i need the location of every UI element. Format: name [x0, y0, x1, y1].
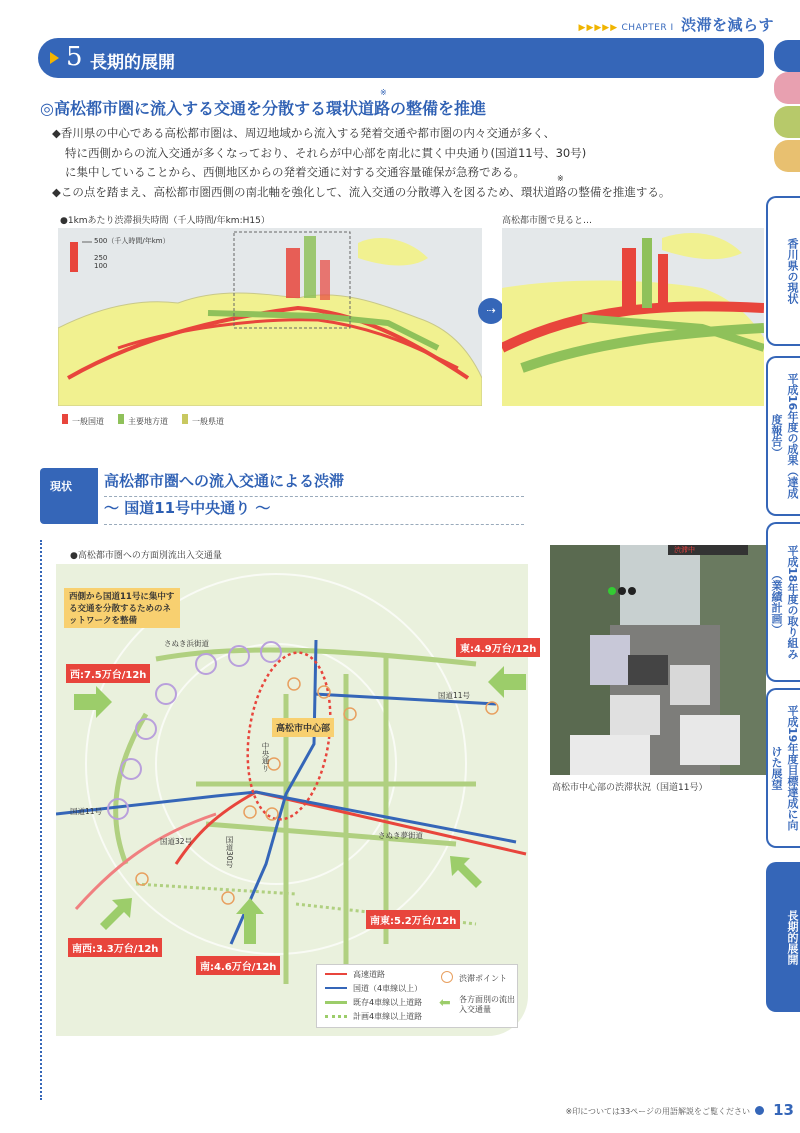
legend-prefectural-main: 主要地方道: [118, 414, 168, 427]
legend-expressway-line: [325, 973, 347, 975]
section-bar: [38, 38, 764, 78]
footer-note: ※印については33ページの用語解説をご覧ください: [565, 1107, 750, 1116]
body-p1b: 特に西側からの流入交通が多くなっており、それらが中心部を南北に貫く中央通り(国道11号、30号): [65, 145, 587, 160]
road-r11-east: 国道11号: [438, 691, 471, 700]
tab-kagawa-status[interactable]: 香川県の現状: [766, 196, 800, 346]
page-dot-icon: [755, 1106, 764, 1115]
heading-note-mark: ※: [380, 88, 387, 97]
legend-red-icon: [62, 414, 68, 424]
road-chuo: 中央通り: [261, 742, 270, 772]
chapter-arrows-icon: ▶▶▶▶▶: [578, 23, 619, 33]
legend-national-road: 国道（4車線以上）: [353, 984, 423, 993]
legend-planned-line: [325, 1015, 347, 1018]
page-number: 13: [773, 1101, 794, 1119]
map1-caption: ●1kmあたり渋滞損失時間（千人時間/年km:H15）: [60, 216, 270, 226]
section-triangle-icon: [50, 52, 59, 64]
genjo-rule-2: [104, 524, 524, 525]
map1-main: [58, 228, 482, 406]
side-dot-yellow: [774, 140, 800, 172]
legend-expressway: 高速道路: [353, 970, 385, 979]
legend-yellow-icon: [182, 414, 188, 424]
flow-southwest: 南西:3.3万台/12h: [68, 938, 162, 957]
map1-zoom-caption: 高松都市圏で見ると…: [502, 216, 593, 226]
map2-callout: 西側から国道11号に集中する交通を分散するためのネットワークを整備: [64, 588, 180, 628]
body-p2: ◆この点を踏まえ、高松都市圏西側の南北軸を強化して、流入交通の分散導入を図るため、環状道路の整備を推進する。: [52, 184, 671, 199]
side-dot-green: [774, 106, 800, 138]
legend-national-line: [325, 987, 347, 989]
flow-south: 南:4.6万台/12h: [196, 956, 280, 975]
legend-planned: 計画4車線以上道路: [353, 1012, 423, 1021]
left-guide: [40, 540, 42, 1100]
legend-flow-icon: ⬅: [439, 995, 451, 1011]
legend-prefectural: 一般県道: [182, 414, 224, 427]
traffic-photo: [550, 545, 766, 775]
body-p1c: に集中していることから、西側地区からの発着交通に対する交通容量確保が急務である。: [65, 165, 525, 179]
map1-zoom-svg: [502, 228, 764, 406]
traffic-photo-svg: [550, 545, 766, 775]
zoom-arrow-icon: ⇢: [478, 298, 504, 324]
map1-legend: [62, 414, 224, 427]
chapter-title: 渋滞を減らす: [680, 16, 774, 34]
legend-congestion: 渋滞ポイント: [459, 974, 507, 983]
side-dot-pink: [774, 72, 800, 104]
side-dot-blue: [774, 40, 800, 72]
genjo-subtitle: ～ 国道11号中央通り ～: [104, 499, 271, 517]
map2-caption: ●高松都市圏への方面別流出入交通量: [70, 551, 222, 561]
legend-existing: 既存4車線以上道路: [353, 998, 423, 1007]
body-text: [52, 124, 732, 202]
photo-sign: 渋滞中: [674, 546, 695, 554]
body-p1a: ◆香川県の中心である高松都市圏は、周辺地域から流入する発着交通や都市圏の内々交通が多く、: [52, 126, 556, 140]
road-r32: 国道32号: [160, 837, 193, 846]
flow-west: 西:7.5万台/12h: [66, 664, 150, 683]
scale-100: 100: [94, 262, 108, 270]
legend-flow: 各方面別の流出入交通量: [459, 995, 515, 1014]
center-label: 高松市中心部: [272, 718, 334, 737]
road-sanuki-yume: さぬき夢街道: [378, 831, 423, 840]
chapter-label: CHAPTER I: [621, 23, 674, 33]
road-r30: 国道30号: [225, 836, 234, 869]
chapter-header: [579, 14, 774, 35]
genjo-rule: [104, 496, 524, 497]
photo-caption: 高松市中心部の渋滞状況（国道11号）: [552, 783, 708, 793]
body-note-mark: ※: [557, 174, 564, 183]
legend-congestion-icon: [441, 971, 453, 983]
genjo-title: 高松都市圏への流入交通による渋滞 ～ 国道11号中央通り ～: [104, 468, 344, 522]
legend-national: 一般国道: [62, 414, 104, 427]
legend-existing-line: [325, 1001, 347, 1004]
genjo-label: 現状: [40, 468, 98, 524]
scale-500: 500（千人時間/年km）: [94, 237, 170, 245]
map1-zoom: [502, 228, 764, 406]
tab-h16-results[interactable]: 平成16年度の成果（達成度報告）: [766, 356, 800, 516]
main-heading: ◎高松都市圏に流入する交通を分散する環状道路の整備を推進: [40, 99, 486, 118]
tab-h18-plans[interactable]: 平成18年度の取り組み（業績計画）: [766, 522, 800, 682]
flow-southeast: 南東:5.2万台/12h: [366, 910, 460, 929]
map1-svg: [58, 228, 482, 406]
map2-legend: [316, 964, 518, 1028]
tab-h19-outlook[interactable]: 平成19年度目標達成に向けた展望: [766, 688, 800, 848]
section-number: 5: [66, 42, 83, 72]
section-title: 長期的展開: [90, 53, 175, 73]
legend-green-icon: [118, 414, 124, 424]
tab-long-term[interactable]: 長期的展開: [766, 862, 800, 1012]
road-sanuki-hama: さぬき浜街道: [164, 639, 209, 648]
scale-250: 250: [94, 254, 108, 262]
flow-east: 東:4.9万台/12h: [456, 638, 540, 657]
road-r11-west: 国道11号: [70, 807, 103, 816]
